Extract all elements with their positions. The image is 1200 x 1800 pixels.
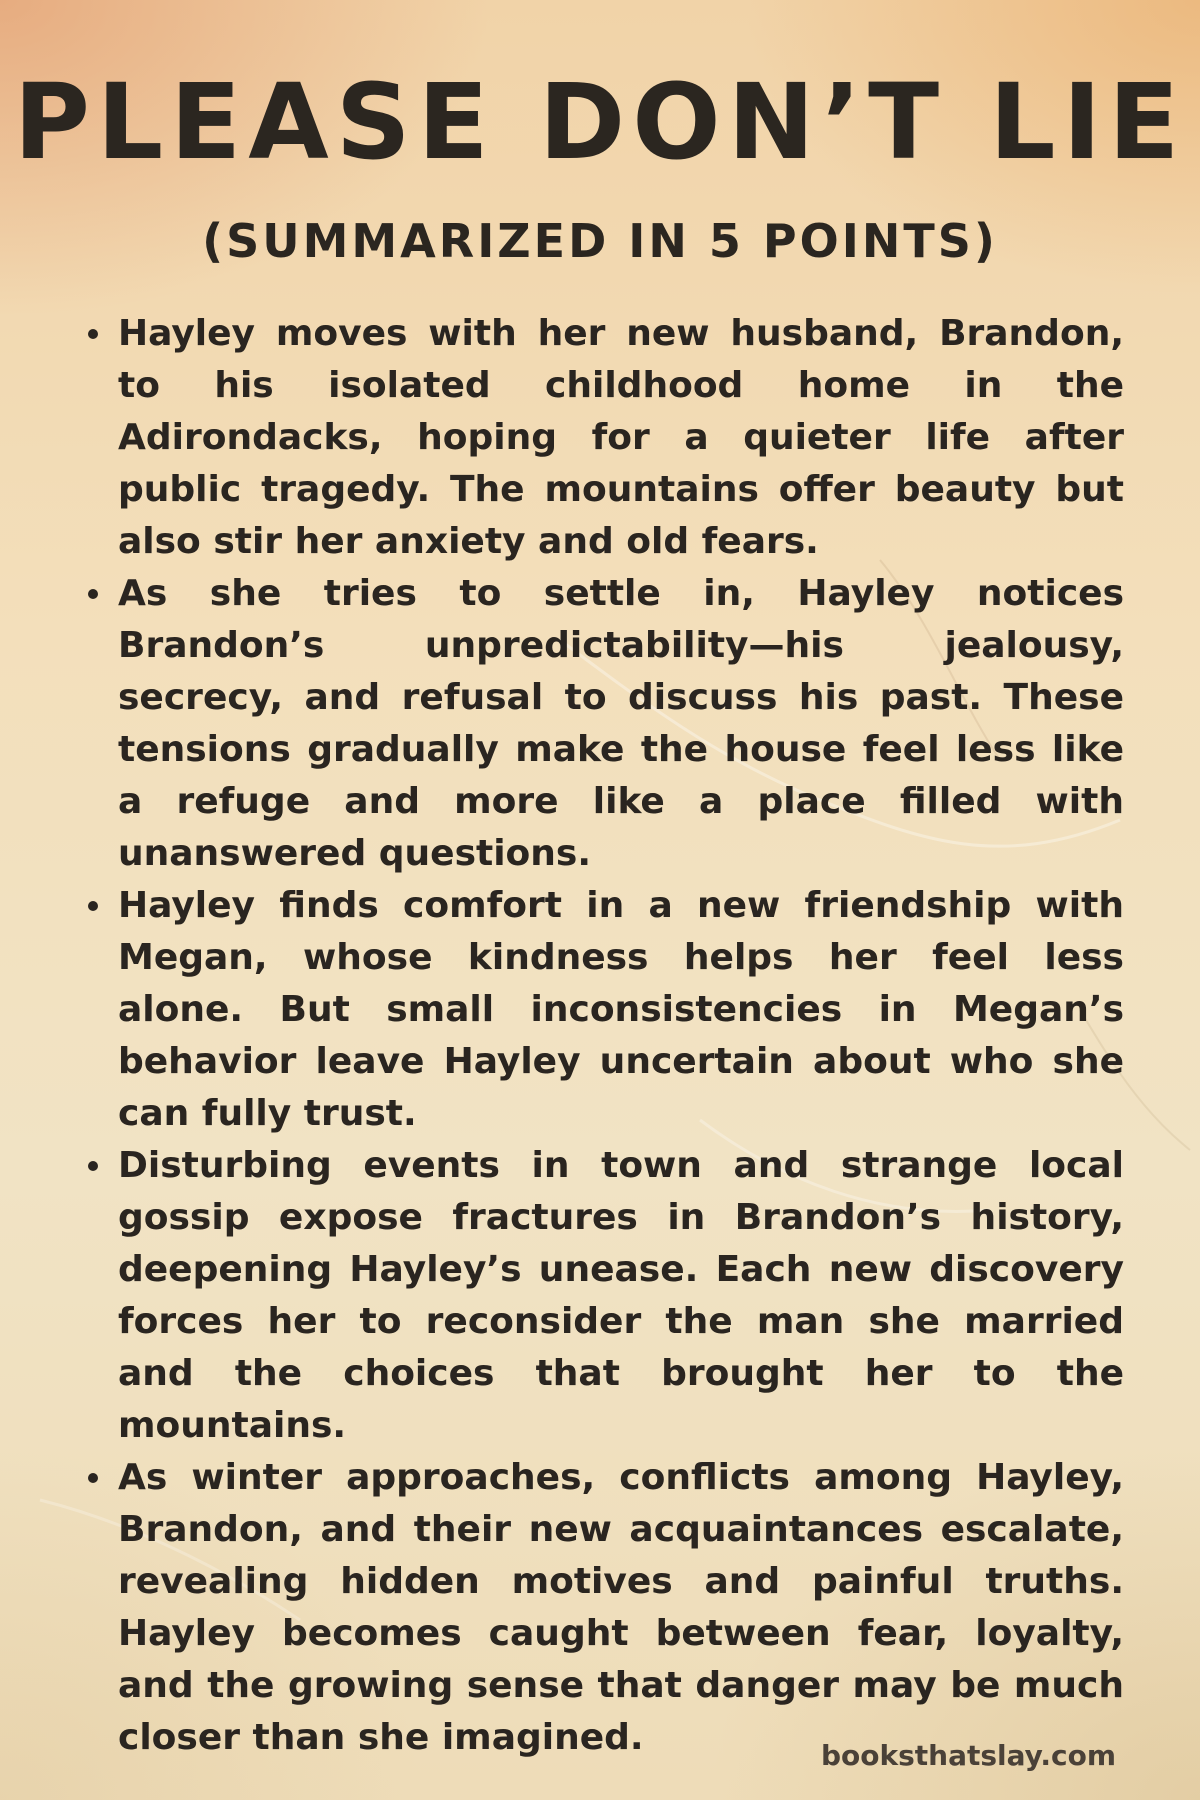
page-title: PLEASE DON’T LIE — [13, 61, 1187, 183]
bullet-icon — [88, 589, 98, 599]
summary-point-text: Disturbing events in town and strange local gossip expose fractures in Brandon’s history, deepening Hayley’s unease. Each new discovery forces her to reconsider the man she married and the choices that brought her to the mountains. — [118, 1145, 1124, 1446]
summary-point-2 — [88, 568, 1124, 880]
bullet-icon — [88, 1473, 98, 1483]
bullet-icon — [88, 329, 98, 339]
summary-point-4 — [88, 1140, 1124, 1452]
page-subtitle: (SUMMARIZED IN 5 POINTS) — [202, 214, 998, 268]
bullet-icon — [88, 901, 98, 911]
summary-point-text: As she tries to settle in, Hayley notices Brandon’s unpredictability—his jealousy, secrecy, and refusal to discuss his past. These tensions gradually make the house feel less like a refuge and more like a place filled with unanswered questions. — [118, 573, 1124, 874]
site-credit: booksthatslay.com — [820, 1739, 1116, 1772]
summary-point-text: As winter approaches, conflicts among Hayley, Brandon, and their new acquaintances escalate, revealing hidden motives and painful truths. Hayley becomes caught between fear, loyalty, and the growing sense that danger may be much closer than she imagined. — [118, 1457, 1124, 1758]
summary-list — [88, 308, 1124, 1764]
summary-point-1 — [88, 308, 1124, 568]
summary-point-3 — [88, 880, 1124, 1140]
summary-point-text: Hayley moves with her new husband, Brandon, to his isolated childhood home in the Adirondacks, hoping for a quieter life after public tragedy. The mountains offer beauty but also stir her anxiety and old fears. — [118, 313, 1124, 562]
summary-point-5 — [88, 1452, 1124, 1764]
bullet-icon — [88, 1161, 98, 1171]
summary-point-text: Hayley finds comfort in a new friendship with Megan, whose kindness helps her feel less alone. But small inconsistencies in Megan’s behavior leave Hayley uncertain about who she can fully trust. — [118, 885, 1124, 1134]
